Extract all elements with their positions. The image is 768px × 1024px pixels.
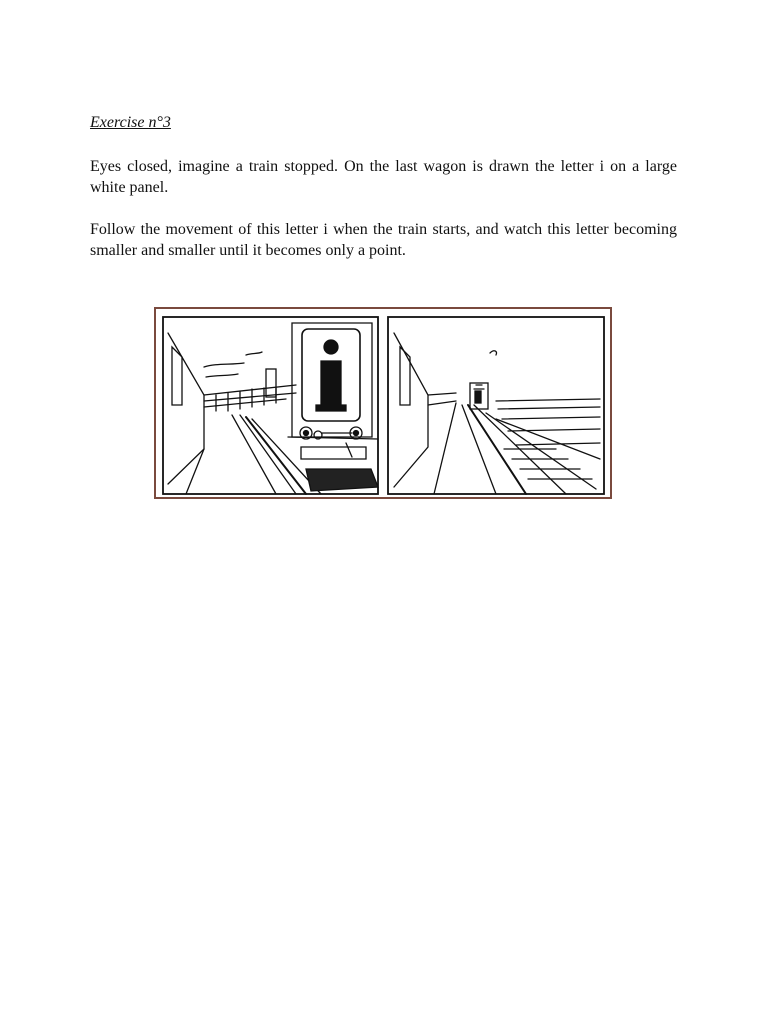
paragraph-1: Eyes closed, imagine a train stopped. On the last wagon is drawn the letter i on a large white panel. xyxy=(90,158,677,196)
train-illustration xyxy=(154,307,612,499)
exercise-title: Exercise n°3 xyxy=(90,114,171,131)
document-body xyxy=(90,112,677,282)
panel-train-departing xyxy=(388,317,604,494)
panel-train-stopped xyxy=(163,317,378,494)
paragraph-2: Follow the movement of this letter i when the train starts, and watch this letter becoming smaller and smaller until it becomes only a point. xyxy=(90,221,677,259)
illustration-svg xyxy=(156,309,610,497)
